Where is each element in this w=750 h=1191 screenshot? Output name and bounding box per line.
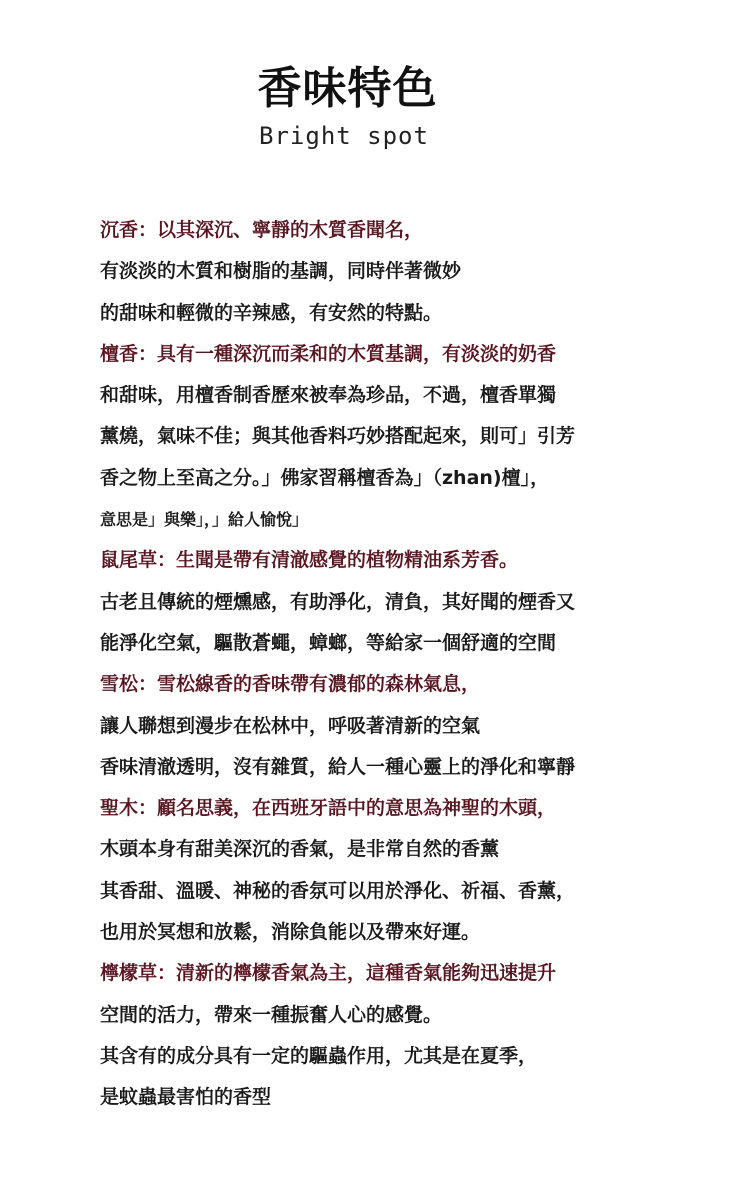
- sage-heading-line: 鼠尾草：生聞是帶有清澈感覺的植物精油系芳香。: [100, 549, 519, 572]
- lemongrass-text-line: 是蚊蟲最害怕的香型: [100, 1086, 272, 1109]
- sandalwood-text-line: 意思是」與樂」，」給人愉悅」: [100, 510, 309, 530]
- sandalwood-text-line: 薰燒，氣味不佳；與其他香料巧妙搭配起來，則可」引芳: [100, 425, 576, 448]
- agarwood-heading-line: 沉香：以其深沉、寧靜的木質香聞名，: [100, 219, 424, 241]
- cedar-text-line: 香味清澈透明，沒有雜質，給人一種心靈上的淨化和寧靜: [100, 755, 576, 778]
- agarwood-text-line: 有淡淡的木質和樹脂的基調，同時伴著微妙: [100, 260, 462, 283]
- sandalwood-text-line: 和甜味，用檀香制香歷來被奉為珍品，不過，檀香單獨: [100, 384, 557, 407]
- lemongrass-heading-line: 檸檬草：清新的檸檬香氣為主，這種香氣能夠迅速提升: [100, 962, 557, 985]
- agarwood-text-line: 的甜味和輕微的辛辣感，有安然的特點。: [100, 301, 443, 324]
- lemongrass-text-line: 其含有的成分具有一定的驅蟲作用，尤其是在夏季，: [100, 1044, 538, 1067]
- palo-santo-text-line: 木頭本身有甜美深沉的香氣，是非常自然的香薰: [100, 838, 500, 861]
- sandalwood-text-line: 香之物上至高之分。」佛家習稱檀香為」（zhan)檀」，: [100, 466, 550, 489]
- page-title: 香味特色: [257, 63, 438, 114]
- cedar-text-line: 讓人聯想到漫步在松林中，呼吸著清新的空氣: [100, 714, 481, 737]
- palo-santo-heading-line: 聖木：顧名思義，在西班牙語中的意思為神聖的木頭，: [100, 797, 557, 820]
- cedar-heading-line: 雪松：雪松線香的香味帶有濃郁的森林氣息，: [100, 673, 481, 696]
- palo-santo-text-line: 其香甜、溫暖、神秘的香氛可以用於淨化、祈福、香薰，: [100, 879, 576, 902]
- palo-santo-text-line: 也用於冥想和放鬆，消除負能以及帶來好運。: [100, 921, 481, 944]
- sage-text-line: 古老且傳統的煙燻感，有助淨化，清負，其好聞的煙香又: [100, 590, 576, 613]
- sage-text-line: 能淨化空氣，驅散蒼蠅，蟑螂，等給家一個舒適的空間: [100, 631, 557, 654]
- sandalwood-heading-line: 檀香：具有一種深沉而柔和的木質基調，有淡淡的奶香: [100, 342, 557, 365]
- page-subtitle: Bright spot: [259, 122, 429, 150]
- scent-description-list: [100, 210, 720, 1119]
- lemongrass-text-line: 空間的活力，帶來一種振奮人心的感覺。: [100, 1003, 443, 1026]
